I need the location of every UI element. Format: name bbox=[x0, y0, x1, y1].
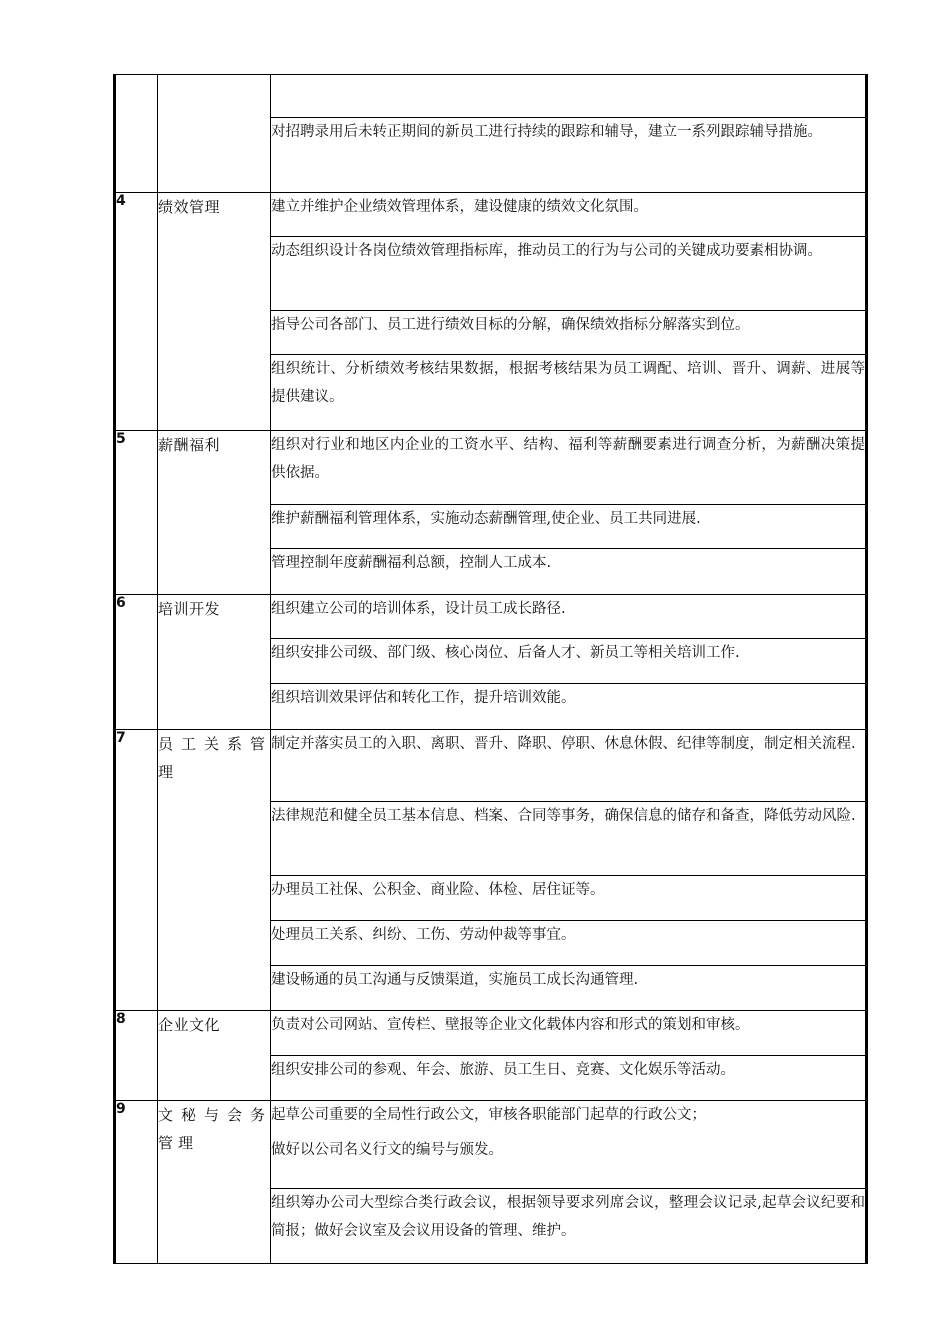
task-cell: 处理员工关系、纠纷、工伤、劳动仲裁等事宜。 bbox=[271, 921, 867, 966]
task-cell: 组织统计、分析绩效考核结果数据，根据考核结果为员工调配、培训、晋升、调薪、进展等提供建议。 bbox=[271, 355, 867, 431]
table-row bbox=[115, 595, 867, 639]
task-cell: 组织培训效果评估和转化工作，提升培训效能。 bbox=[271, 684, 867, 730]
section-number: 7 bbox=[115, 730, 158, 1011]
task-cell: 组织筹办公司大型综合类行政会议，根据领导要求列席会议，整理会议记录,起草会议纪要和简报；做好会议室及会议用设备的管理、维护。 bbox=[271, 1189, 867, 1264]
section-number bbox=[115, 75, 158, 193]
task-cell: 指导公司各部门、员工进行绩效目标的分解，确保绩效指标分解落实到位。 bbox=[271, 311, 867, 355]
task-cell: 组织对行业和地区内企业的工资水平、结构、福利等薪酬要素进行调查分析，为薪酬决策提供依据。 bbox=[271, 431, 867, 505]
table-row bbox=[115, 75, 867, 118]
section-number: 5 bbox=[115, 431, 158, 595]
section-number: 8 bbox=[115, 1011, 158, 1101]
task-cell: 法律规范和健全员工基本信息、档案、合同等事务，确保信息的储存和备查，降低劳动风险. bbox=[271, 802, 867, 876]
section-category: 培训开发 bbox=[158, 595, 271, 730]
task-cell: 管理控制年度薪酬福利总额，控制人工成本. bbox=[271, 549, 867, 595]
task-cell: 组织安排公司级、部门级、核心岗位、后备人才、新员工等相关培训工作. bbox=[271, 639, 867, 684]
section-category: 文秘与会务管理 bbox=[158, 1101, 271, 1264]
table-row bbox=[115, 730, 867, 802]
task-cell: 建设畅通的员工沟通与反馈渠道，实施员工成长沟通管理. bbox=[271, 966, 867, 1011]
task-cell: 组织安排公司的参观、年会、旅游、员工生日、竞赛、文化娱乐等活动。 bbox=[271, 1056, 867, 1101]
task-cell: 组织建立公司的培训体系，设计员工成长路径. bbox=[271, 595, 867, 639]
section-number: 4 bbox=[115, 193, 158, 431]
responsibility-table bbox=[113, 74, 868, 1264]
task-cell: 动态组织设计各岗位绩效管理指标库，推动员工的行为与公司的关键成功要素相协调。 bbox=[271, 237, 867, 311]
task-cell bbox=[271, 75, 867, 118]
task-cell: 维护薪酬福利管理体系，实施动态薪酬管理,使企业、员工共同进展. bbox=[271, 505, 867, 549]
task-cell: 办理员工社保、公积金、商业险、体检、居住证等。 bbox=[271, 876, 867, 921]
task-cell bbox=[271, 1101, 867, 1189]
task-cell: 建立并维护企业绩效管理体系，建设健康的绩效文化氛围。 bbox=[271, 193, 867, 237]
section-number: 6 bbox=[115, 595, 158, 730]
table-row bbox=[115, 1011, 867, 1056]
task-line: 做好以公司名义行文的编号与颁发。 bbox=[271, 1142, 503, 1158]
section-category: 薪酬福利 bbox=[158, 431, 271, 595]
table-row bbox=[115, 1101, 867, 1189]
section-number: 9 bbox=[115, 1101, 158, 1264]
table-row bbox=[115, 193, 867, 237]
task-cell: 制定并落实员工的入职、离职、晋升、降职、停职、休息休假、纪律等制度，制定相关流程. bbox=[271, 730, 867, 802]
task-line: 起草公司重要的全局性行政公文，审核各职能部门起草的行政公文； bbox=[271, 1107, 706, 1123]
task-cell: 负责对公司网站、宣传栏、壁报等企业文化载体内容和形式的策划和审核。 bbox=[271, 1011, 867, 1056]
section-category: 员工关系管理 bbox=[158, 730, 271, 1011]
section-category: 绩效管理 bbox=[158, 193, 271, 431]
task-cell: 对招聘录用后未转正期间的新员工进行持续的跟踪和辅导，建立一系列跟踪辅导措施。 bbox=[271, 118, 867, 193]
section-category: 企业文化 bbox=[158, 1011, 271, 1101]
table-row bbox=[115, 431, 867, 505]
section-category bbox=[158, 75, 271, 193]
